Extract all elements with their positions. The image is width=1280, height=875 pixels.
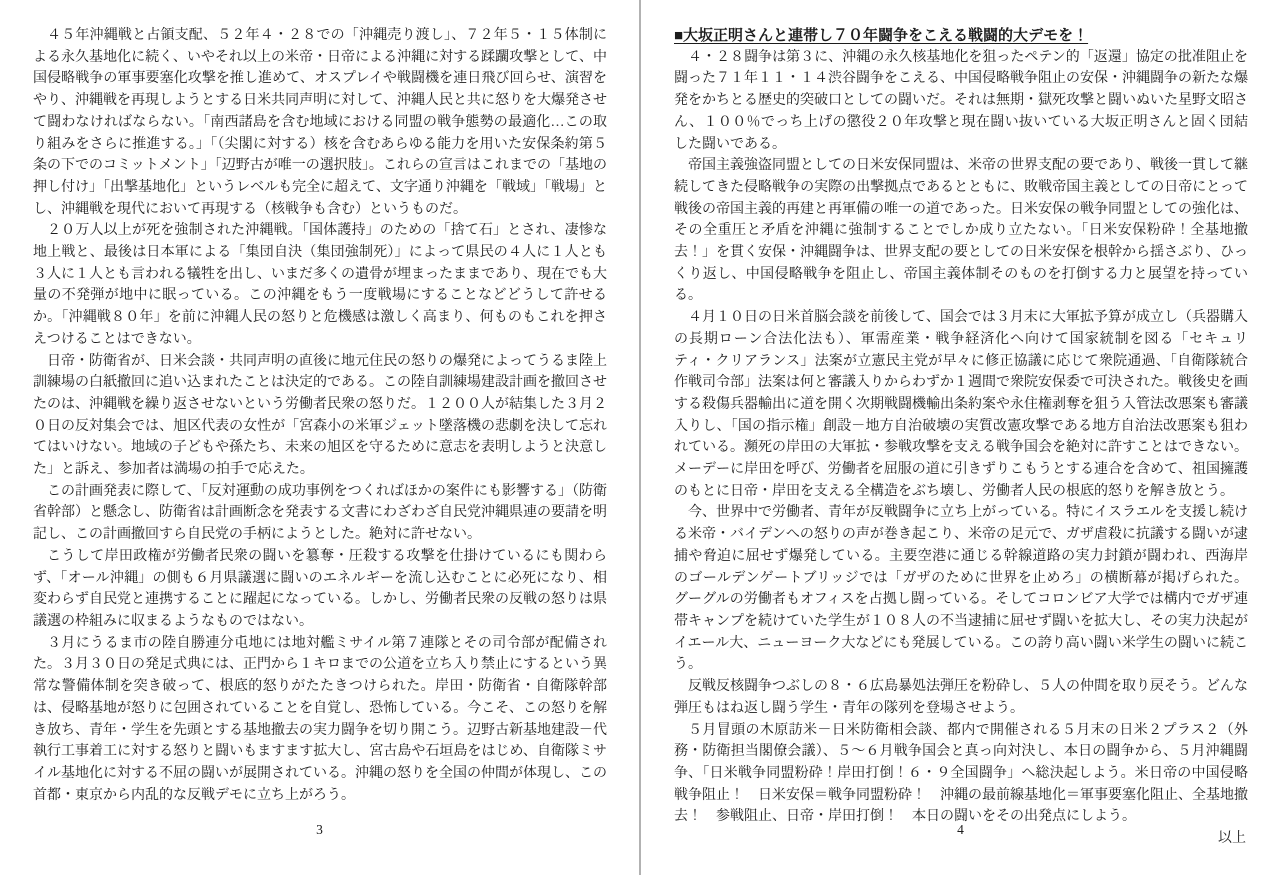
paragraph: 帝国主義強盗同盟としての日米安保同盟は、米帝の世界支配の要であり、戦後一貫して継続してきた侵略戦争の実際の出撃拠点であるとともに、敗戦帝国主義としての日帝にとって戦後の帝国主義的再建と再軍備の唯一の道であった。日米安保の戦争同盟としての強化は、その全重圧と矛盾を沖縄に強制することでしか成り立たない。「日米安保粉砕！全基地撤去！」を貫く安保・沖縄闘争は、世界支配の要としての日米安保を根幹から揺さぶり、ひっくり返し、中国侵略戦争を阻止し、帝国主義体制そのものを打倒する力と展望を持っている。 — [674, 158, 1248, 304]
paragraph: ２０万人以上が死を強制された沖縄戦。「国体護持」のための「捨て石」とされ、凄惨な地上戦と、最後は日本軍による「集団自決（集団強制死）」によって県民の４人に１人とも３人に１人とも言われる犠牲を出し、いまだ多くの遺骨が埋まったままであり、現在でも大量の不発弾が地中に眠っている。この沖縄をもう一度戦場にすることなどどうして許せるか。「沖縄戦８０年」を前に沖縄人民の怒りと危機感は激しく高まり、何ものもこれを押さえつけることはできない。 — [33, 223, 607, 347]
page-3-number: 3 — [316, 822, 323, 837]
paragraph: ４月１０日の日米首脳会談を前後して、国会では３月末に大軍拡予算が成立し（兵器購入の長期ローン合法化法も）、軍需産業・戦争経済化へ向けて国家統制を図る「セキュリティ・クリアランス」法案が立憲民主党が早々に修正協議に応じて衆院通過、「自衛隊統合作戦司令部」法案は何と審議入りからわずか１週間で衆院安保委で可決された。戦後史を画する殺傷兵器輸出に道を開く次期戦闘機輸出条約案や永住権剥奪を狙う入管法改悪案も審議入りし、「国の指示権」創設－地方自治破壊の実質改憲攻撃である地方自治法改悪案も狙われている。瀕死の岸田の大軍拡・参戦攻撃を支える戦争国会を絶対に許すことはできない。メーデーに岸田を呼び、労働者を屈服の道に引きずりこもうとする連合を含めて、祖国擁護のもとに日帝・岸田を支える全構造をぶち壊し、労働者人民の根底的怒りを解き放とう。 — [674, 310, 1248, 499]
paragraph: ５月冒頭の木原訪米－日米防衛相会談、都内で開催される５月末の日米２プラス２（外務・防衛担当閣僚会議）、５～６月戦争国会と真っ向対決し、本日の闘争から、５月沖縄闘争、「日米戦争同盟粉砕！岸田打倒！６・９全国闘争」へ総決起しよう。米日帝の中国侵略戦争阻止！ 日米安保＝戦争同盟粉砕！ 沖縄の最前線基地化＝軍事要塞化阻止、全基地撤去！ 参戦阻止、日帝・岸田打倒！ 本日の闘いをその出発点にしよう。 — [674, 722, 1248, 825]
paragraph: 日帝・防衛省が、日米会談・共同声明の直後に地元住民の怒りの爆発によってうるま陸上訓練場の白紙撤回に追い込まれたことは決定的である。この陸自訓練場建設計画を撤回させたのは、沖縄戦を繰り返させないという労働者民衆の怒りだ。１２００人が結集した３月２０日の反対集会では、旭区代表の女性が「宮森小の米軍ジェット墜落機の悲劇を決して忘れてはいけない。地域の子どもや孫たち、未来の旭区を守るために意志を表明しようと決意した」と訴え、参加者は満場の拍手で応えた。 — [33, 353, 607, 478]
paragraph: ３月にうるま市の陸自勝連分屯地には地対艦ミサイル第７連隊とその司令部が配備された。３月３０日の発足式典には、正門から１キロまでの公道を立ち入り禁止にするという異常な警備体制を突き破って、根底的怒りがたたきつけられた。岸田・防衛省・自衛隊幹部は、侵略基地が怒りに包囲されていることを自覚し、恐怖している。今こそ、この怒りを解き放ち、青年・学生を先頭とする基地撤去の実力闘争を切り開こう。辺野古新基地建設－代執行工事着工に対する怒りと闘いもますます拡大し、宮古島や石垣島をはじめ、自衛隊ミサイル基地化に対する不屈の闘いが展開されている。沖縄の怒りを全国の仲間が体現し、この首都・東京から内乱的な反戦デモに立ち上がろう。 — [33, 635, 607, 803]
page-3-text — [33, 25, 607, 806]
paragraph: ４５年沖縄戦と占領支配、５２年４・２８での「沖縄売り渡し」、７２年５・１５体制による永久基地化に続く、いやそれ以上の米帝・日帝による沖縄に対する蹂躙攻撃として、中国侵略戦争の軍事要塞化攻撃を推し進めて、オスプレイや戦闘機を連日飛び回らせ、演習をやり、沖縄戦を再現しようとする日米共同声明に対して、沖縄人民と共に怒りを大爆発させて闘わなければならない。「南西諸島を含む地域における同盟の戦争態勢の最適化…この取り組みをさらに推進する。」「（尖閣に対する）核を含むあらゆる能力を用いた安保条約第５条の下でのコミットメント」「辺野古が唯一の選択肢」。これらの宣言はこれまでの「基地の押し付け」「出撃基地化」というレベルも完全に超えて、文字通り沖縄を「戦域」「戦場」とし、沖縄戦を現代において再現する（核戦争も含む）というものだ。 — [33, 28, 607, 217]
page-4 — [641, 0, 1280, 875]
closing-line: 以上 — [1218, 831, 1246, 847]
page-4-text — [674, 47, 1248, 828]
paragraph: ４・２８闘争は第３に、沖縄の永久核基地化を狙ったペテン的「返還」協定の批准阻止を闘った７１年１１・１４渋谷闘争をこえる、中国侵略戦争阻止の安保・沖縄闘争の新たな爆発をかちとる歴史的突破口としての闘いだ。それは無期・獄死攻撃と闘いぬいた星野文昭さん、１００％でっち上げの懲役２０年攻撃と現在闘い抜いている大坂正明さんと固く団結した闘いである。 — [674, 49, 1248, 152]
paragraph: 反戦反核闘争つぶしの８・６広島暴処法弾圧を粉砕し、５人の仲間を取り戻そう。どんな弾圧もはね返し闘う学生・青年の隊列を登場させよう。 — [674, 679, 1248, 716]
section-heading: ■大坂正明さんと連帯し７０年闘争をこえる戦闘的大デモを！ — [674, 27, 1089, 44]
page-3 — [0, 0, 639, 875]
paragraph: こうして岸田政権が労働者民衆の闘いを簒奪・圧殺する攻撃を仕掛けているにも関わらず、「オール沖縄」の側も６月県議選に闘いのエネルギーを流し込むことに必死になり、相変わらず自民党と連携することに躍起になっている。しかし、労働者民衆の反戦の怒りは県議選の枠組みに収まるようなものではない。 — [33, 548, 607, 629]
page-4-number: 4 — [957, 822, 964, 837]
paragraph: 今、世界中で労働者、青年が反戦闘争に立ち上がっている。特にイスラエルを支援し続ける米帝・バイデンへの怒りの声が巻き起こり、米帝の足元で、ガザ虐殺に抗議する闘いが逮捕や脅迫に屈せず爆発している。主要空港に通じる幹線道路の実力封鎖が闘われ、西海岸のゴールデンゲートブリッジでは「ガザのために世界を止めろ」の横断幕が掲げられた。グーグルの労働者もオフィスを占拠し闘っている。そしてコロンビア大学では構内でガザ連帯キャンプを続けていた学生が１０８人の不当逮捕に屈せず闘いを拡大し、その実力決起がイエール大、ニューヨーク大などにも発展している。この誇り高い闘い米学生の闘いに続こう。 — [674, 505, 1249, 673]
paragraph: この計画発表に際して、「反対運動の成功事例をつくればほかの案件にも影響する」（防衛省幹部）と懸念し、防衛省は計画断念を発表する文書にわざわざ自民党沖縄県連の要請を明記し、この計画撤回すら自民党の手柄にようとした。絶対に許せない。 — [33, 483, 607, 543]
